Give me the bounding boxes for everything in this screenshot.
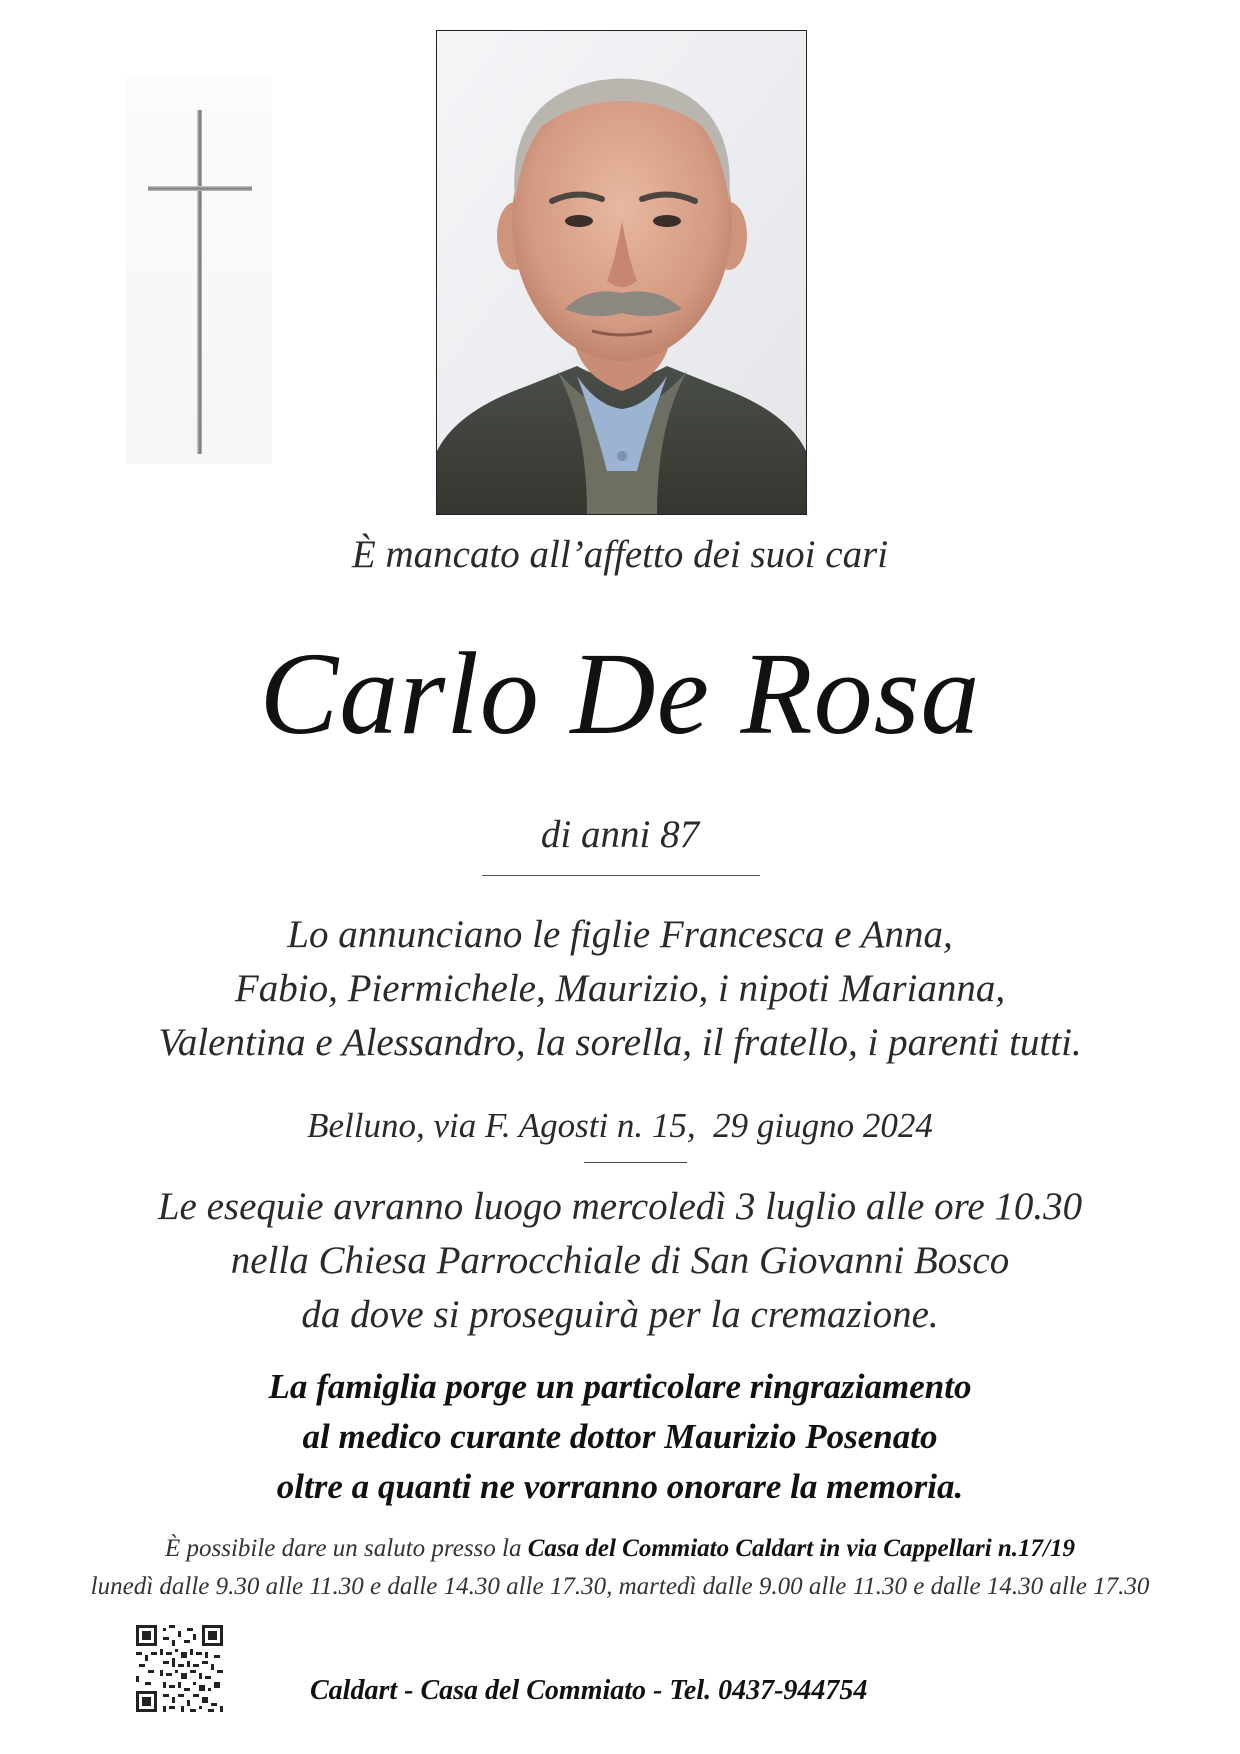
divider: [584, 1162, 687, 1163]
announcement-line: Fabio, Piermichele, Maurizio, i nipoti Marianna,: [234, 967, 1006, 1010]
funeral-block: [0, 1180, 1240, 1342]
portrait-photo: [436, 30, 807, 515]
divider: [482, 875, 760, 876]
qr-code-icon[interactable]: [136, 1625, 223, 1712]
funeral-line: da dove si proseguirà per la cremazione.: [301, 1293, 939, 1336]
visit-line-1: [0, 1530, 1240, 1568]
age-text: di anni 87: [540, 813, 700, 856]
funeral-line: nella Chiesa Parrocchiale di San Giovanni Bosco: [230, 1239, 1010, 1282]
intro-text: È mancato all’affetto dei suoi cari: [351, 533, 889, 576]
visit-info: [0, 1530, 1240, 1606]
thanks-line: La famiglia porge un particolare ringraziamento: [268, 1367, 972, 1406]
thanks-line: al medico curante dottor Maurizio Posenato: [302, 1417, 938, 1456]
cross-vertical-bar: [197, 110, 202, 454]
place-date: Belluno, via F. Agosti n. 15, 29 giugno 2024: [307, 1106, 933, 1145]
portrait-illustration: [437, 31, 806, 514]
cross-icon: [126, 78, 272, 464]
announcement-line: Valentina e Alessandro, la sorella, il fratello, i parenti tutti.: [158, 1021, 1082, 1064]
visit-hours: lunedì dalle 9.30 alle 11.30 e dalle 14.30 alle 17.30, martedì dalle 9.00 alle 11.30 e dalle 14.30 alle 17.30: [90, 1573, 1150, 1600]
thanks-line: oltre a quanti ne vorranno onorare la memoria.: [276, 1467, 964, 1506]
funeral-line: Le esequie avranno luogo mercoledì 3 luglio alle ore 10.30: [157, 1185, 1083, 1228]
cross-horizontal-bar: [148, 186, 252, 191]
deceased-name: Carlo De Rosa: [259, 628, 981, 759]
thanks-block: [0, 1362, 1240, 1512]
visit-location: Casa del Commiato Caldart in via Cappellari n.17/19: [527, 1535, 1075, 1562]
announcement-block: [0, 908, 1240, 1070]
visit-intro: È possibile dare un saluto presso la: [164, 1535, 528, 1562]
announcement-line: Lo annunciano le figlie Francesca e Anna,: [287, 913, 953, 956]
footer-contact: Caldart - Casa del Commiato - Tel. 0437-944754: [310, 1675, 868, 1706]
